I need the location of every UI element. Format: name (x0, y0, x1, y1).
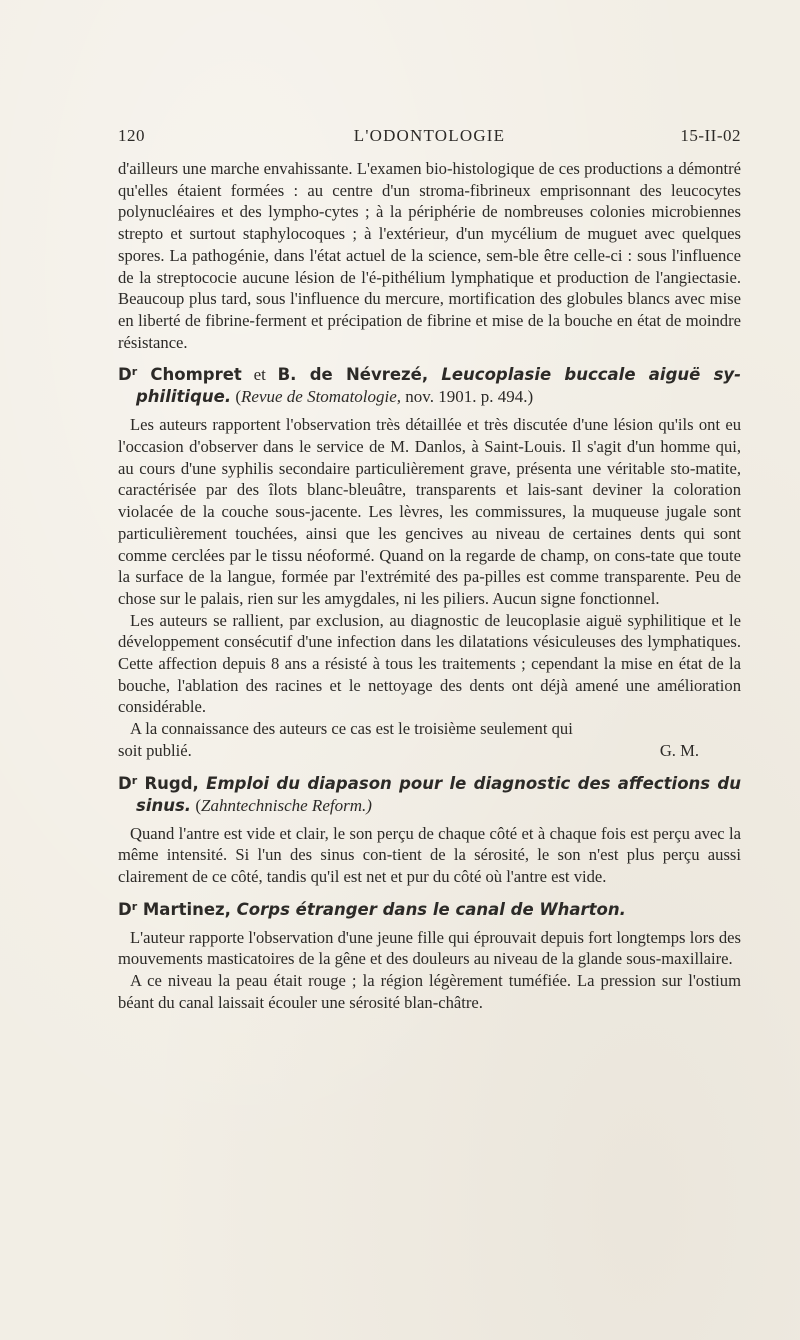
doctor-abbrev: D (118, 899, 132, 919)
entry-paragraph: Les auteurs rapportent l'observation très détaillée et très discutée d'une lésion qu'ils ont eu l'occasion d'observer dans le service de M. Danlos, à Saint-Louis. Il s'agit d'un homme qui, au cours d'une syphilis secondaire particulièrement grave, présenta une véritable sto-matite, caractérisée par des îlots blanc-bleuâtre, transparents et lais-sant deviner la coloration violacée de la couche sous-jacente. Les lèvres, les commissures, la muqueuse jugale sont particulièrement touchées, ainsi que les gencives au niveau de certaines dents qui sont comme cerclées par le tissu néoformé. Quand on la regarde de champ, on cons-tate que toute la surface de la langue, formée par l'extrémité des pa-pilles est comme transparente. Peu de chose sur le palais, rien sur les amygdales, ni les piliers. Aucun signe fonctionnel. (118, 415, 741, 608)
closing-text: soit publié. (118, 740, 192, 760)
signature-line (118, 740, 741, 762)
doctor-abbrev-sup: r (131, 365, 138, 379)
article-source-date: nov. 1901. p. 494.) (401, 387, 534, 407)
doctor-abbrev-sup: r (131, 899, 138, 913)
running-header (118, 126, 741, 150)
entry-heading-rugd (118, 770, 741, 817)
entry-paragraph: Les auteurs se rallient, par exclusion, au diagnostic de leucoplasie aiguë syphilitique et le développement consécutif d'une infection dans les dilatations vésiculeuses des lymphatiques. Cette affection depuis 8 ans a résisté à tous les traitements ; cependant la mise en état de la bouche, l'ablation des racines et le nettoyage des dents ont déjà amené une amélioration considérable. (118, 610, 741, 717)
issue-date: 15-II-02 (680, 126, 741, 145)
doctor-abbrev: D (118, 365, 132, 385)
entry-paragraph: Quand l'antre est vide et clair, le son perçu de chaque côté et à chaque fois est perçu avec la même intensité. Si l'un des sinus con-tient de la sérosité, le son n'est plus perçu aussi clairement de ce côté, tandis qu'il est net et pur du côté où l'antre est vide. (118, 823, 741, 886)
article-title: Leucoplasie buccale aiguë sy-philitique. (136, 365, 741, 407)
author-name: Rugd, (137, 773, 199, 793)
page-number: 120 (118, 126, 145, 145)
source-open-paren: ( (231, 387, 242, 407)
entry-paragraph: A la connaissance des auteurs ce cas est le troisième seulement qui (130, 719, 573, 739)
coauthor-name: B. de Névrezé, (277, 365, 429, 385)
intro-paragraph: d'ailleurs une marche envahissante. L'examen bio-histologique de ces productions a démontré qu'elles étaient formées : au centre d'un stroma-fibrineux emprisonnant des leucocytes polynucléaires et des lympho-cytes ; à la périphérie de nombreuses colonies microbiennes strepto et surtout staphylocoques ; à l'extérieur, d'un mycélium de muguet avec quelques spores. La pathogénie, dans l'état actuel de la science, sem-ble être celle-ci : sous l'influence de la streptococie aucune lésion de l'é-pithélium lymphatique et production de l'angiectasie. Beaucoup plus tard, sous l'influence du mercure, mortification des globules blancs avec mise en liberté de fibrine-ferment et précipation de fibrine et mise de la bouche en état de moindre résistance. (118, 159, 741, 352)
article-source: Zahntechnische Reform.) (200, 795, 372, 815)
author-name: Martinez, (137, 899, 231, 919)
article-title: Emploi du diapason pour le diagnostic des affections du sinus. (136, 773, 741, 815)
reviewer-initials: G. M. (659, 740, 699, 760)
doctor-abbrev-sup: r (131, 773, 138, 787)
entry-paragraph: L'auteur rapporte l'observation d'une jeune fille qui éprouvait depuis fort longtemps lors des mouvements masticatoires de la gêne et des douleurs au niveau de la glande sous-maxillaire. (118, 927, 741, 969)
author-name: Chompret (137, 365, 242, 385)
source-open-paren: ( (191, 795, 201, 815)
page-body (118, 158, 741, 1014)
entry-paragraph: A ce niveau la peau était rouge ; la région légèrement tuméfiée. La pression sur l'ostium béant du canal laissait écouler une sérosité blan-châtre. (118, 971, 741, 1012)
doctor-abbrev: D (118, 773, 132, 793)
author-connector: et (241, 365, 278, 385)
entry-heading-chompret (118, 361, 741, 408)
journal-title: L'ODONTOLOGIE (353, 126, 506, 145)
article-title: Corps étranger dans le canal de Wharton. (230, 899, 626, 919)
entry-heading-martinez (118, 896, 741, 921)
article-source: Revue de Stomatologie, (241, 387, 402, 407)
